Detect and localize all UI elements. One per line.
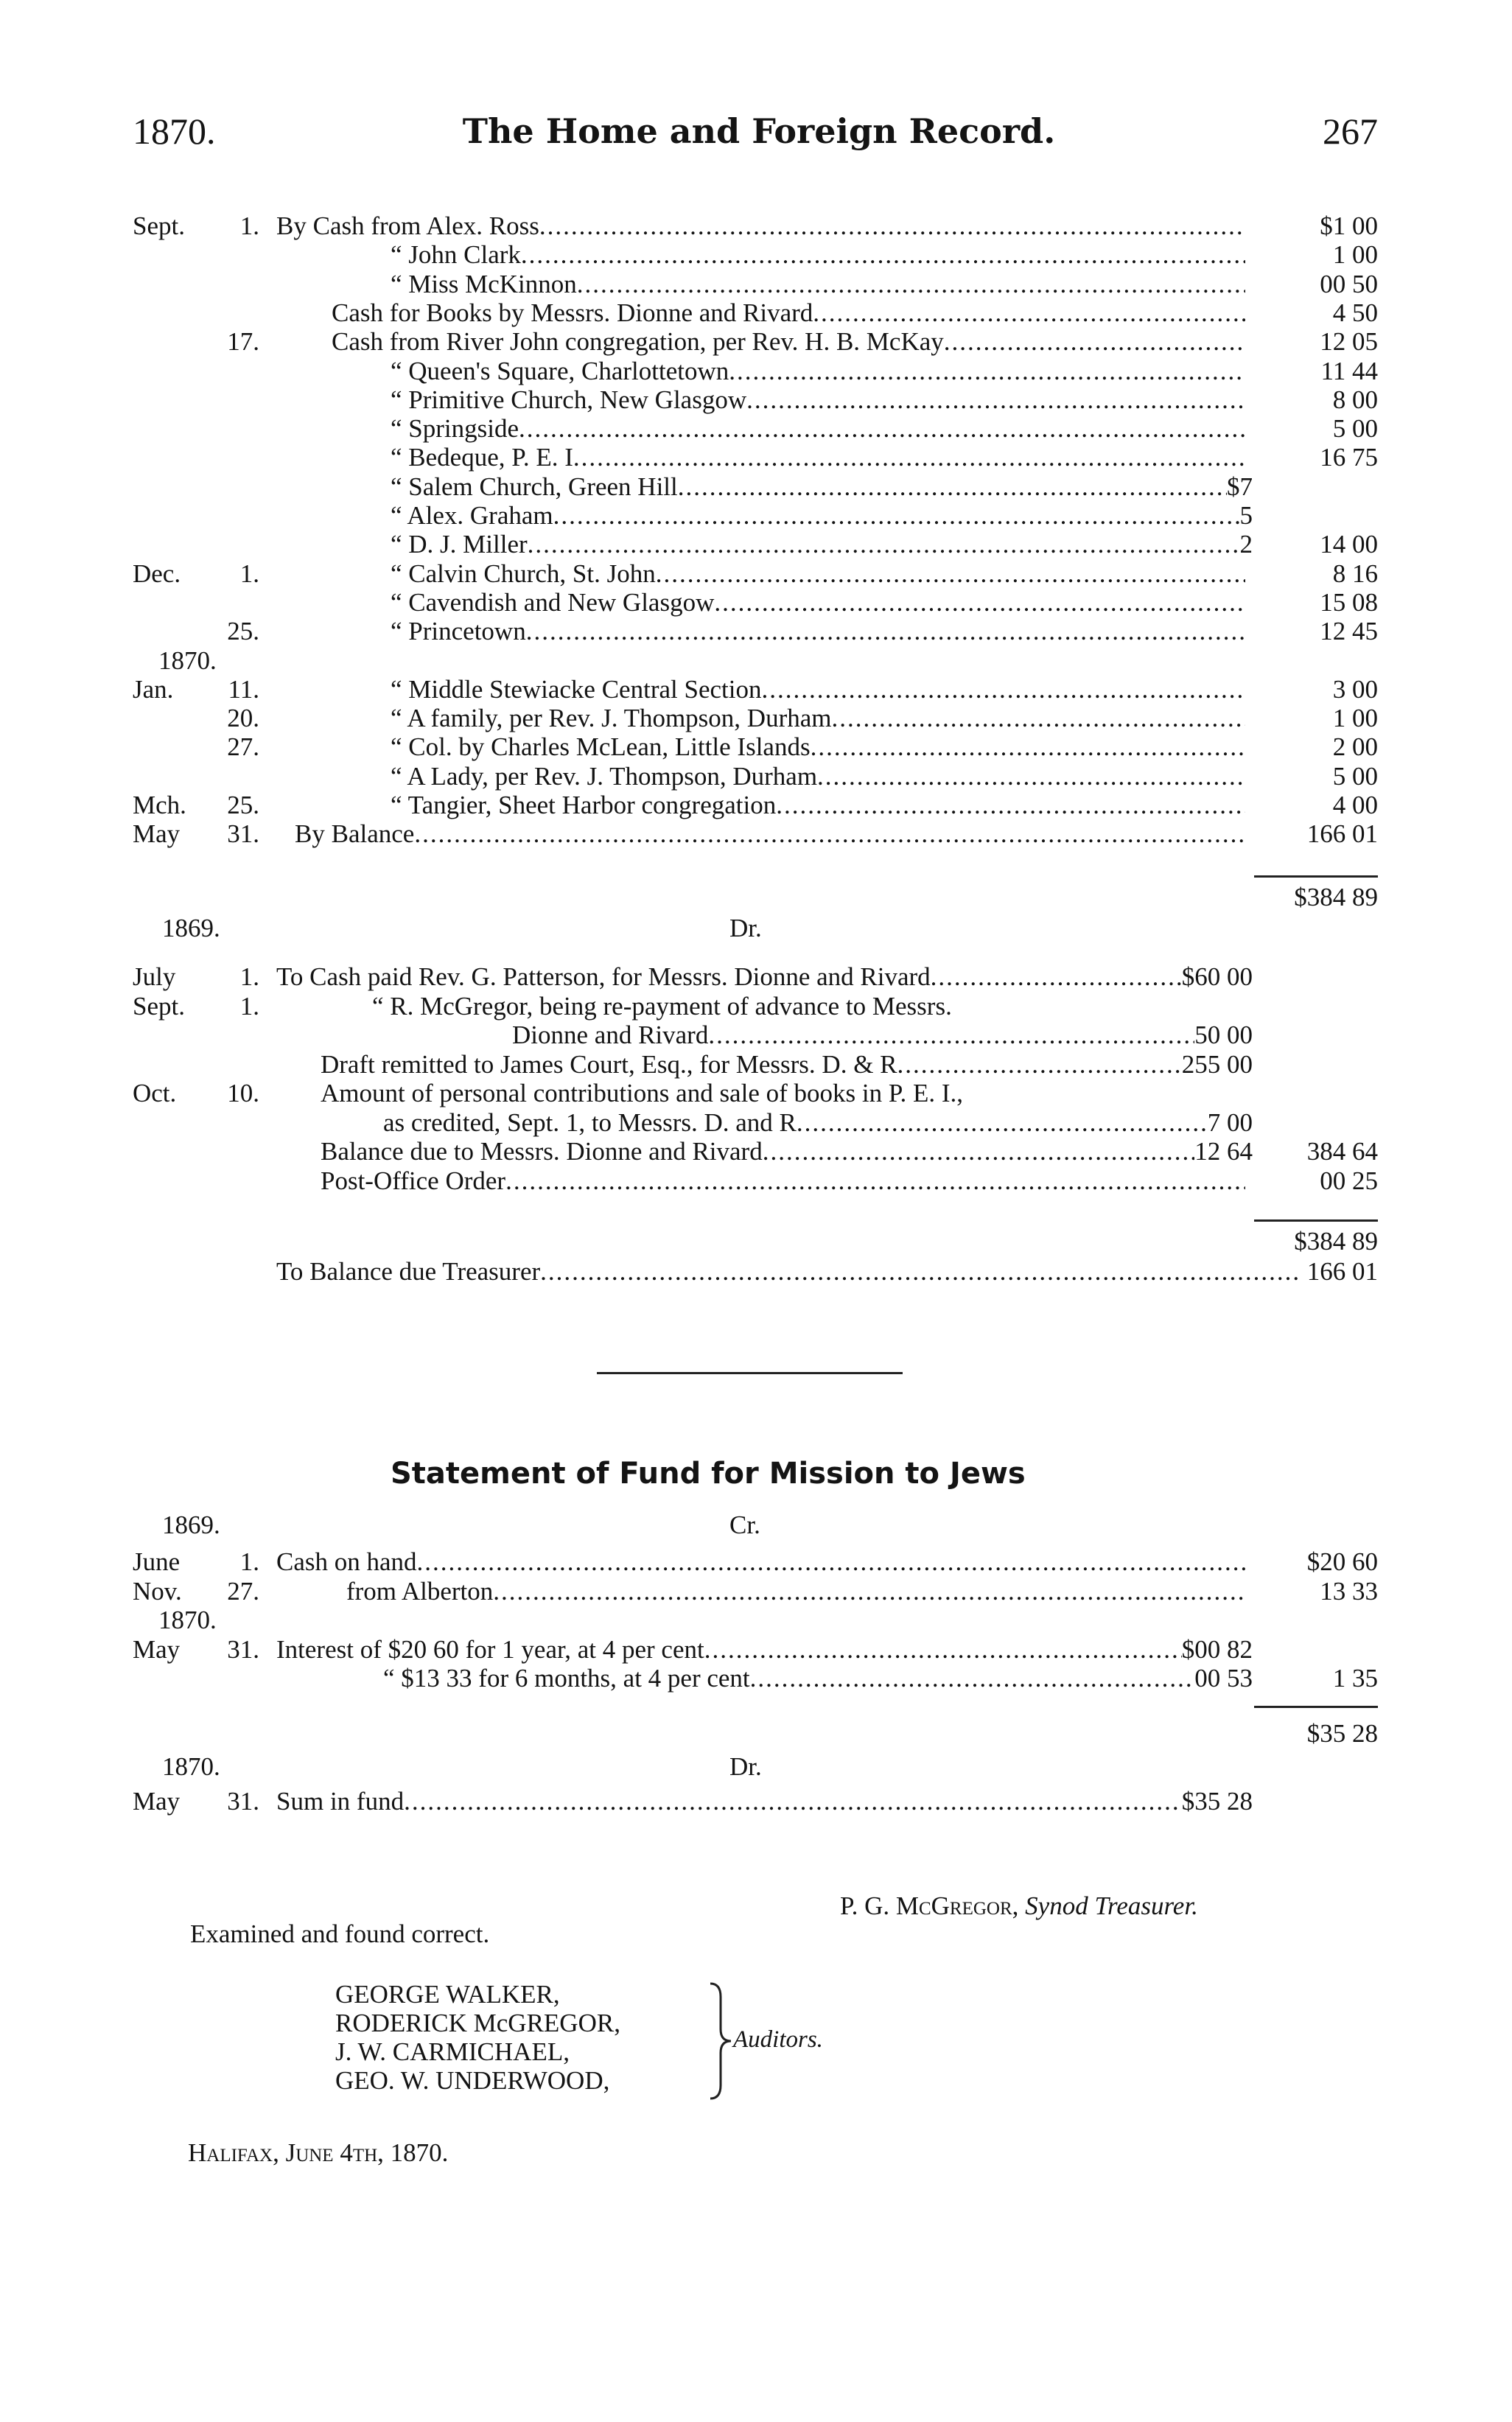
entry-text: “ Primitive Church, New Glasgow <box>391 385 747 414</box>
entry-amount: 15 08 <box>1320 587 1378 617</box>
entry-day: 1. <box>239 559 259 588</box>
entry-amount: 11 44 <box>1320 356 1378 385</box>
entry-amount: 00 50 <box>1320 269 1378 298</box>
entry-amount: 12 45 <box>1320 617 1378 646</box>
entry-text: “ Miss McKinnon <box>391 269 577 298</box>
entry-text: Sum in fund <box>276 1787 405 1816</box>
auditor-name: RODERICK McGREGOR, <box>335 2009 620 2037</box>
entry-amount: 00 25 <box>1320 1166 1378 1195</box>
auditors-label: Auditors. <box>733 2026 823 2053</box>
entry-amount: 1 00 <box>1332 704 1378 733</box>
entry-day: 11. <box>228 674 259 704</box>
entry-description <box>383 1664 1253 1693</box>
ledger-row <box>0 414 1512 444</box>
entry-day: 1. <box>239 962 259 991</box>
entry-subamount: 7 00 <box>1207 1107 1253 1137</box>
treasurer-signature <box>840 1891 1198 1921</box>
debit-total: $384 89 <box>1294 1227 1378 1256</box>
entry-amount: 13 33 <box>1320 1576 1378 1606</box>
ledger-row <box>0 1021 1512 1050</box>
entry-month: June <box>133 1547 181 1576</box>
entry-month: Dec. <box>133 559 181 588</box>
entry-text: “ A family, per Rev. J. Thompson, Durham <box>391 704 832 733</box>
entry-description <box>391 270 1245 299</box>
entry-subamount: $35 28 <box>1181 1787 1253 1816</box>
ledger-row <box>0 588 1512 617</box>
ledger-row <box>0 1635 1512 1665</box>
entry-amount: 5 00 <box>1332 414 1378 444</box>
entry-month: July <box>133 962 176 991</box>
ledger-row <box>0 1166 1512 1196</box>
entry-day: 27. <box>227 732 259 762</box>
entry-text: “ Salem Church, Green Hill <box>391 472 678 501</box>
ledger-row <box>0 501 1512 531</box>
entry-description <box>372 992 1245 1021</box>
ledger-row <box>0 270 1512 299</box>
entry-subamount: $00 82 <box>1181 1634 1253 1664</box>
credit-total-rule <box>1254 875 1378 878</box>
ledger-row <box>0 472 1512 502</box>
entry-text: Post-Office Order <box>321 1166 506 1195</box>
entry-amount: 5 00 <box>1332 761 1378 791</box>
entry-amount: 4 00 <box>1332 791 1378 819</box>
journal-title: The Home and Foreign Record. <box>462 111 1056 151</box>
entry-subamount: 255 00 <box>1181 1049 1253 1079</box>
entry-description <box>321 1166 1245 1196</box>
entry-day: 25. <box>227 791 259 819</box>
ledger-row <box>0 791 1512 820</box>
entry-description <box>391 414 1245 444</box>
entry-amount: 14 00 <box>1320 530 1378 559</box>
entry-text: “ Tangier, Sheet Harbor congregation <box>391 791 777 819</box>
entry-description <box>276 1547 1245 1577</box>
entry-text: “ Col. by Charles McLean, Little Islands <box>391 732 811 762</box>
entry-text: Amount of personal contributions and sale of books in P. E. I., <box>321 1079 963 1107</box>
entry-amount: $1 00 <box>1320 211 1378 240</box>
entry-amount: 1 35 <box>1332 1664 1378 1693</box>
entry-text: “ R. McGregor, being re-payment of advance to Messrs. <box>372 991 952 1021</box>
entry-description <box>391 732 1245 762</box>
ledger-row <box>0 962 1512 992</box>
entry-month: Sept. <box>133 211 185 240</box>
entry-day: 10. <box>227 1079 259 1107</box>
entry-day: 1. <box>239 211 259 240</box>
entry-amount: 166 01 <box>1306 819 1378 849</box>
entry-text: “ Bedeque, P. E. I <box>391 443 573 472</box>
entry-day: 31. <box>227 819 259 849</box>
debit-heading: Dr. <box>729 914 762 942</box>
entry-day: 1. <box>239 1547 259 1576</box>
ledger-row <box>0 443 1512 472</box>
ledger-row <box>0 1577 1512 1606</box>
entry-amount: 1 00 <box>1332 240 1378 270</box>
entry-description <box>391 675 1245 704</box>
entry-text: “ $13 33 for 6 months, at 4 per cent <box>383 1664 750 1693</box>
entry-text: as credited, Sept. 1, to Messrs. D. and R <box>383 1107 797 1137</box>
treasurer-name: P. G. McGregor, <box>840 1891 1019 1920</box>
ledger-row <box>0 385 1512 415</box>
entry-subamount: $60 00 <box>1181 962 1253 991</box>
entry-amount: 16 75 <box>1320 443 1378 472</box>
balance-due-amount: 166 01 <box>1306 1257 1378 1286</box>
entry-text: By Balance <box>295 819 415 849</box>
entry-description <box>276 1787 1253 1816</box>
entry-text: “ John Clark <box>391 240 521 270</box>
auditor-list <box>335 1980 620 2095</box>
entry-text: “ Alex. Graham <box>391 501 553 530</box>
entry-text: Draft remitted to James Court, Esq., for Messrs. D. & R <box>321 1049 897 1079</box>
entry-description <box>295 819 1245 849</box>
entry-month: Sept. <box>133 991 185 1021</box>
debit-year-2: 1870. <box>162 1752 220 1781</box>
entry-day: 20. <box>227 704 259 733</box>
entry-description <box>391 617 1245 646</box>
entry-description <box>332 327 1245 357</box>
ledger-row <box>0 1547 1512 1577</box>
entry-month: May <box>133 1787 181 1816</box>
ledger-row <box>0 1606 1512 1635</box>
entry-amount: 4 50 <box>1332 298 1378 327</box>
ledger-row <box>0 1050 1512 1079</box>
entry-description <box>276 211 1245 241</box>
ledger-row <box>0 992 1512 1021</box>
entry-description <box>276 962 1253 992</box>
balance-due-text: To Balance due Treasurer <box>276 1257 541 1286</box>
entry-text: “ Cavendish and New Glasgow <box>391 587 715 617</box>
ledger-row <box>0 1108 1512 1138</box>
entry-description <box>391 472 1253 502</box>
ledger-row <box>0 530 1512 559</box>
auditor-name: GEORGE WALKER, <box>335 1980 560 2009</box>
entry-text: “ Queen's Square, Charlottetown <box>391 356 729 385</box>
ledger-row <box>0 1137 1512 1166</box>
entry-text: Cash from River John congregation, per Rev. H. B. McKay <box>332 327 944 357</box>
entry-description <box>346 1577 1245 1606</box>
entry-day: 31. <box>227 1634 259 1664</box>
entry-month: Jan. <box>133 674 174 704</box>
entry-month: May <box>133 1634 181 1664</box>
entry-day: 31. <box>227 1787 259 1816</box>
entry-description <box>391 240 1245 270</box>
entry-description <box>391 357 1245 386</box>
entry-description <box>391 443 1245 472</box>
entry-amount: 12 05 <box>1320 327 1378 357</box>
entry-description <box>332 298 1245 328</box>
entry-day: 17. <box>227 327 259 357</box>
entry-amount: 384 64 <box>1306 1137 1378 1166</box>
entry-text: “ D. J. Miller <box>391 530 528 559</box>
entry-description <box>383 1108 1253 1138</box>
entry-day: 1. <box>239 991 259 1021</box>
credit-total: $384 89 <box>1294 883 1378 911</box>
entry-description <box>391 501 1253 531</box>
entry-month: Oct. <box>133 1079 177 1107</box>
ledger-row <box>0 240 1512 270</box>
entry-description <box>512 1021 1253 1050</box>
treasurer-title: Synod Treasurer. <box>1025 1891 1198 1920</box>
entry-description <box>321 1050 1253 1079</box>
entry-description <box>391 791 1245 820</box>
entry-amount: $20 60 <box>1306 1547 1378 1576</box>
debit-total-rule <box>1254 1219 1378 1222</box>
entry-subamount: $7 <box>1227 472 1253 501</box>
auditor-name: GEO. W. UNDERWOOD, <box>335 2066 610 2095</box>
entry-description <box>391 762 1245 791</box>
entry-description <box>391 559 1245 589</box>
ledger-row <box>0 211 1512 241</box>
credit-year-2: 1869. <box>162 1511 220 1539</box>
entry-day: 25. <box>227 617 259 646</box>
entry-text: “ Springside <box>391 414 519 444</box>
debit-heading-2: Dr. <box>729 1752 762 1781</box>
ledger-row <box>0 819 1512 849</box>
entry-description <box>391 588 1245 617</box>
credit-heading-2: Cr. <box>729 1511 760 1539</box>
entry-text: “ Calvin Church, St. John <box>391 559 656 588</box>
debit-year: 1869. <box>162 914 220 942</box>
ledger-row <box>0 617 1512 646</box>
examined-note: Examined and found correct. <box>190 1919 490 1948</box>
entry-day: 27. <box>227 1576 259 1606</box>
entry-amount: 8 16 <box>1332 559 1378 588</box>
entry-month: 1870. <box>158 645 217 675</box>
ledger-row <box>0 704 1512 733</box>
entry-text: Interest of $20 60 for 1 year, at 4 per cent <box>276 1634 704 1664</box>
entry-text: “ Princetown <box>391 617 526 646</box>
entry-description <box>321 1079 1245 1108</box>
entry-text: from Alberton <box>346 1576 494 1606</box>
entry-description <box>276 1635 1253 1665</box>
page-number: 267 <box>1323 111 1378 152</box>
entry-subamount: 00 53 <box>1194 1664 1253 1693</box>
entry-amount: 3 00 <box>1332 674 1378 704</box>
entry-subamount: 2 <box>1239 530 1253 559</box>
ledger-row <box>0 762 1512 791</box>
entry-description <box>391 704 1245 733</box>
entry-month: Mch. <box>133 791 186 819</box>
ledger-row <box>0 1787 1512 1816</box>
entry-text: To Cash paid Rev. G. Patterson, for Messrs. Dionne and Rivard <box>276 962 931 991</box>
balance-due-row <box>276 1257 1301 1287</box>
credit-total-rule-2 <box>1254 1706 1378 1708</box>
auditor-brace <box>707 1982 737 2100</box>
entry-subamount: 50 00 <box>1194 1021 1253 1049</box>
entry-text: Cash for Books by Messrs. Dionne and Rivard <box>332 298 813 327</box>
ledger-row <box>0 1079 1512 1108</box>
section-title: Statement of Fund for Mission to Jews <box>391 1457 1026 1491</box>
ledger-row <box>0 298 1512 328</box>
ledger-row <box>0 675 1512 704</box>
entry-month: May <box>133 819 181 849</box>
entry-description <box>391 530 1253 559</box>
header-year: 1870. <box>133 111 216 152</box>
entry-text: “ A Lady, per Rev. J. Thompson, Durham <box>391 761 818 791</box>
entry-text: Dionne and Rivard <box>512 1021 709 1049</box>
entry-amount: 8 00 <box>1332 385 1378 414</box>
entry-text: By Cash from Alex. Ross <box>276 211 539 240</box>
credit-total-2: $35 28 <box>1306 1719 1378 1748</box>
section-divider <box>597 1372 903 1374</box>
ledger-row <box>0 732 1512 762</box>
ledger-row <box>0 1664 1512 1693</box>
entry-text: Balance due to Messrs. Dionne and Rivard <box>321 1137 763 1166</box>
entry-description <box>321 1137 1253 1166</box>
entry-subamount: 12 64 <box>1194 1137 1253 1166</box>
ledger-row <box>0 327 1512 357</box>
entry-amount: 2 00 <box>1332 732 1378 762</box>
entry-text: Cash on hand <box>276 1547 417 1576</box>
ledger-row <box>0 646 1512 676</box>
entry-month: Nov. <box>133 1576 182 1606</box>
ledger-row <box>0 357 1512 386</box>
place-date: Halifax, June 4th, 1870. <box>188 2138 449 2167</box>
ledger-row <box>0 559 1512 589</box>
auditor-name: J. W. CARMICHAEL, <box>335 2037 570 2066</box>
entry-month: 1870. <box>158 1606 217 1634</box>
entry-subamount: 5 <box>1239 501 1253 530</box>
entry-text: “ Middle Stewiacke Central Section <box>391 674 762 704</box>
entry-description <box>391 385 1245 415</box>
